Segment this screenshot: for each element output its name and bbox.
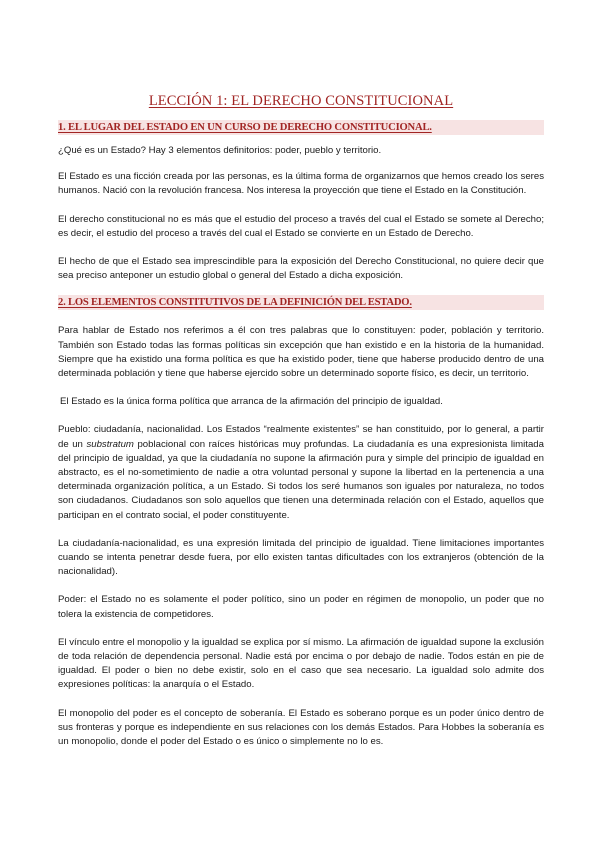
document-page (58, 92, 544, 763)
section-2-paragraph-1: Para hablar de Estado nos referimos a él con tres palabras que lo constituyen: poder, población y territorio. También son Estado todas las formas políticas sin excepción que han existido e en la historia de la humanidad. Siempre que ha existido una forma política es que ha existido poder, tiene que haberse producido dentro de una determinada población y tiene que haberse ejercido sobre un determinado soporte físico, es decir, un territorio. (58, 325, 544, 380)
section-2-paragraph-7: El monopolio del poder es el concepto de soberanía. El Estado es soberano porque es un poder único dentro de sus fronteras y porque es independiente en sus relaciones con los demás Estados. Para Hobbes la soberanía es un monopolio, donde el poder del Estado o es único o simplemente no lo es. (58, 707, 544, 748)
section-1-heading-text: 1. EL LUGAR DEL ESTADO EN UN CURSO DE DERECHO CONSTITUCIONAL. (58, 122, 432, 133)
paragraph-3-text-end: poblacional con raíces históricas muy profundas. La ciudadanía es una expresionista limitada del principio de igualdad, ya que la ciudadanía no supone la afirmación pura y simple del principio de igualdad en abstracto, es el no-sometimiento de nadie a otra voluntad personal y supone la libertad en la pertenencia a una determinada organización política, a un Estado. Si todos los seré humanos son iguales por naturaleza, no todos son ciudadanos. Ciudadanos son solo aquellos que tienen una determinada relación con el Estado, aquellos que participan en el contrato social, el poder constituyente. (58, 438, 544, 521)
section-1-paragraph-2: El Estado es una ficción creada por las personas, es la última forma de organizarnos que hemos creado los seres humanos. Nació con la revolución francesa. Nos interesa la proyección que tiene el Estado en la Constitución. (58, 171, 544, 197)
section-2-paragraph-4: La ciudadanía-nacionalidad, es una expresión limitada del principio de igualdad. Tiene limitaciones importantes cuando se intenta penetrar desde fuera, por ello existen tantas dificultades con los extranjeros (obtención de la nacionalidad). (58, 537, 544, 578)
section-1-heading (58, 120, 544, 135)
section-2-paragraph-5: Poder: el Estado no es solamente el poder político, sino un poder en régimen de monopolio, un poder que no tolera la existencia de competidores. (58, 594, 544, 620)
section-2-heading (58, 295, 544, 310)
section-2-paragraph-6: El vínculo entre el monopolio y la igualdad se explica por sí mismo. La afirmación de igualdad supone la exclusión de toda relación de dependencia personal. Nadie está por encima o por debajo de nadie. Todos están en pie de igualdad. El poder o bien no debe existir, solo en el caso que sea necesario. La igualdad solo admite dos expresiones políticas: la anarquía o el Estado. (58, 636, 544, 691)
section-2-heading-text: 2. LOS ELEMENTOS CONSTITUTIVOS DE LA DEFINICIÓN DEL ESTADO. (58, 297, 412, 309)
section-1-paragraph-1: ¿Qué es un Estado? Hay 3 elementos definitorios: poder, pueblo y territorio. (58, 145, 382, 156)
substratum-term: substratum (86, 438, 134, 450)
section-2-paragraph-3 (58, 423, 544, 522)
section-2-paragraph-2: El Estado es la única forma política que arranca de la afirmación del principio de igualdad. (60, 396, 443, 408)
lesson-title: LECCIÓN 1: EL DERECHO CONSTITUCIONAL (148, 93, 454, 109)
section-1-paragraph-4: El hecho de que el Estado sea imprescindible para la exposición del Derecho Constitucional, no quiere decir que sea preciso anteponer un estudio global o general del Estado a dicha exposición. (58, 256, 544, 282)
paragraph-3-text-start: Pueblo: ciudadanía, nacionalidad. Los Estados “realmente existentes” se han constituido, por lo general, a partir de un (58, 424, 544, 450)
section-1-paragraph-3: El derecho constitucional no es más que el estudio del proceso a través del cual el Estado se somete al Derecho; es decir, el estudio del proceso a través del cual el Estado se convierte en un Estado de Derecho. (58, 213, 544, 239)
